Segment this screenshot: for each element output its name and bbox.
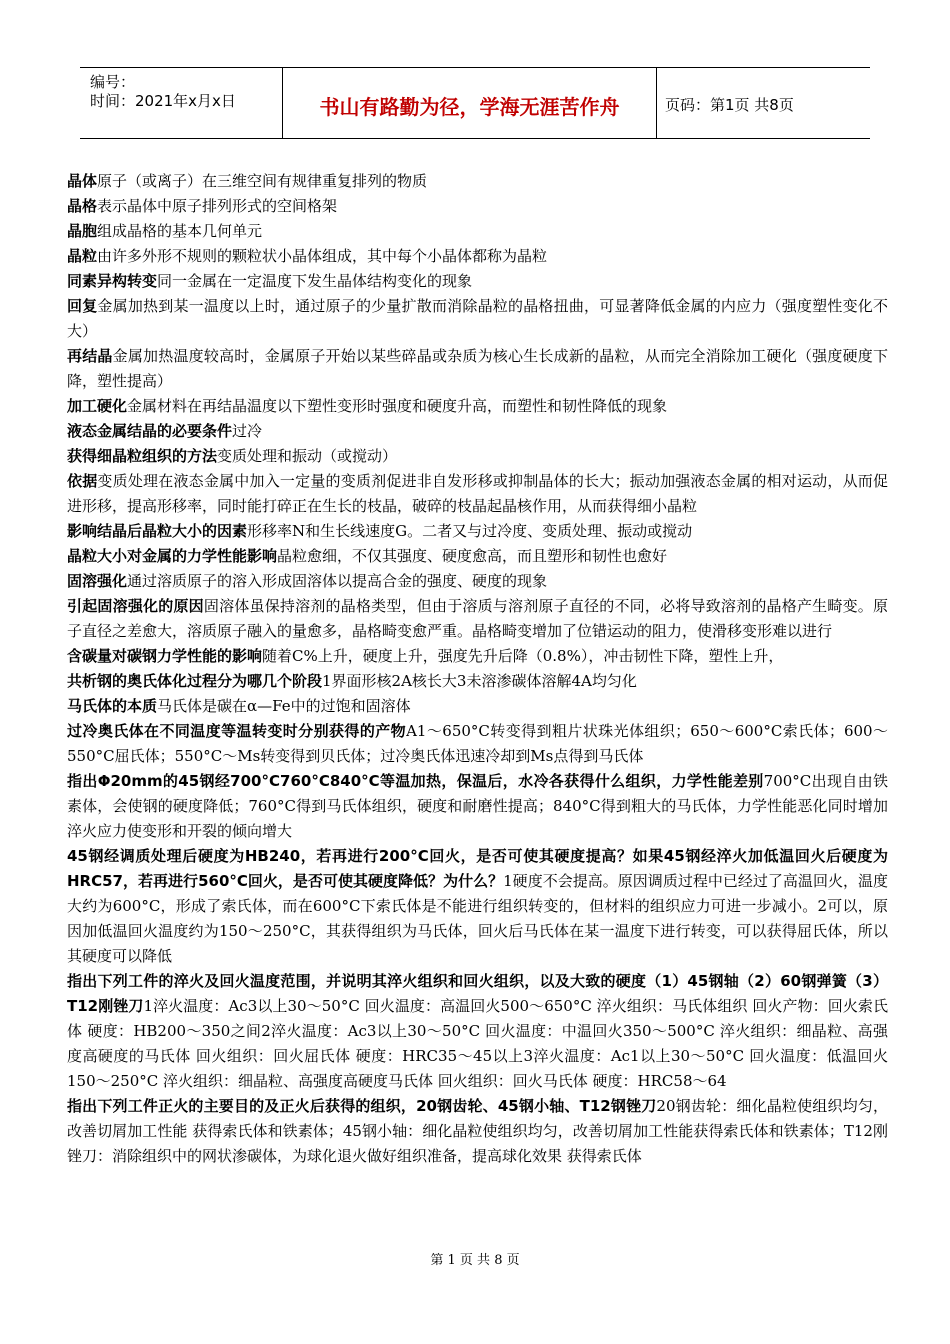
entry-term: 共析钢的奥氏体化过程分为哪几个阶段 <box>67 672 323 690</box>
entry-definition: 形移率N和生长线速度G。二者又与过冷度、变质处理、振动或搅动 <box>247 522 693 540</box>
document-date: 时间：2021年x月x日 <box>90 92 236 110</box>
glossary-entry <box>67 844 888 969</box>
header-info-cell <box>80 68 283 138</box>
entry-term: 晶格 <box>67 197 98 215</box>
entry-definition: 由许多外形不规则的颗粒状小晶体组成，其中每个小晶体都称为晶粒 <box>97 247 548 265</box>
entry-definition: 700°C出现自由铁素体，会使钢的硬度降低；760°C得到马氏体组织，硬度和耐磨性提高；840°C得到粗大的马氏体，力学性能恶化同时增加淬火应力使变形和开裂的倾向增大 <box>67 772 888 840</box>
entry-term: 同素异构转变 <box>67 272 158 290</box>
entry-definition: 通过溶质原子的溶入形成固溶体以提高合金的强度、硬度的现象 <box>127 572 548 590</box>
glossary-entry <box>67 644 888 669</box>
glossary-entry <box>67 469 888 519</box>
entry-term: 影响结晶后晶粒大小的因素 <box>67 522 248 540</box>
entry-definition: 1界面形核2A核长大3未溶渗碳体溶解4A均匀化 <box>322 672 637 690</box>
entry-term: 指出Φ20mm的45钢经700°C760°C840°C等温加热，保温后，水冷各获得什么组织，力学性能差别 <box>67 772 764 790</box>
glossary-entry <box>67 669 888 694</box>
glossary-entry <box>67 444 888 469</box>
entry-definition: 变质处理和振动（或搅动） <box>217 447 398 465</box>
entry-definition: 金属加热温度较高时，金属原子开始以某些碎晶或杂质为核心生长成新的晶粒，从而完全消除加工硬化（强度硬度下降，塑性提高） <box>67 347 888 390</box>
entry-definition: 金属材料在再结晶温度以下塑性变形时强度和硬度升高，而塑性和韧性降低的现象 <box>127 397 668 415</box>
entry-definition: 原子（或离子）在三维空间有规律重复排列的物质 <box>97 172 428 190</box>
entry-definition: 马氏体是碳在α—Fe中的过饱和固溶体 <box>157 697 411 715</box>
entry-definition: 固溶体虽保持溶剂的晶格类型，但由于溶质与溶剂原子直径的不同，必将导致溶剂的晶格产生畸变。原子直径之差愈大，溶质原子融入的量愈多，晶格畸变愈严重。晶格畸变增加了位错运动的阻力，使滑移变形难以进行 <box>67 597 888 640</box>
entry-definition: 晶粒愈细，不仅其强度、硬度愈高，而且塑形和韧性也愈好 <box>277 547 668 565</box>
glossary-entry <box>67 394 888 419</box>
entry-definition: 金属加热到某一温度以上时，通过原子的少量扩散而消除晶粒的晶格扭曲，可显著降低金属的内应力（强度塑性变化不大） <box>67 297 888 340</box>
glossary-entry <box>67 594 888 644</box>
entry-term: 晶粒 <box>67 247 98 265</box>
entry-definition: 1硬度不会提高。原因调质过程中已经过了高温回火，温度大约为600°C，形成了索氏体，而在600°C下索氏体是不能进行组织转变的，但材料的组织应力可进一步减小。2可以，原因加低温回火温度约为150～250°C，其获得组织为马氏体，回火后马氏体在某一温度下进行转变，可以获得屈氏体，所以其硬度可以降低 <box>67 872 888 965</box>
glossary-entry <box>67 244 888 269</box>
header-motto-cell <box>283 68 657 138</box>
header-page-cell <box>657 68 870 138</box>
glossary-entry <box>67 169 888 194</box>
entry-term: 晶胞 <box>67 222 98 240</box>
header-motto: 书山有路勤为径，学海无涯苦作舟 <box>319 95 620 119</box>
glossary-entry <box>67 969 888 1094</box>
glossary-entry <box>67 1094 888 1169</box>
glossary-entry <box>67 419 888 444</box>
entry-term: 加工硬化 <box>67 397 128 415</box>
glossary-entry <box>67 294 888 344</box>
entry-definition: 变质处理在液态金属中加入一定量的变质剂促进非自发形移或抑制晶体的长大；振动加强液态金属的相对运动，从而促进形移，提高形移率，同时能打碎正在生长的枝晶，破碎的枝晶起晶核作用，从而获得细小晶粒 <box>67 472 888 515</box>
glossary-entry <box>67 269 888 294</box>
header-page-info: 页码：第1页 共8页 <box>665 96 794 114</box>
entry-term: 晶粒大小对金属的力学性能影响 <box>67 547 278 565</box>
glossary-entry <box>67 519 888 544</box>
entry-term: 依据 <box>67 472 98 490</box>
entry-term: 获得细晶粒组织的方法 <box>67 447 218 465</box>
glossary-entry <box>67 694 888 719</box>
entry-term: 指出下列工件的淬火及回火温度范围，并说明其淬火组织和回火组织，以及大致的硬度（1）45钢轴（2）60钢弹簧（3）T12刚锉刀 <box>67 972 888 1015</box>
glossary-entry <box>67 544 888 569</box>
entry-term: 过冷奥氏体在不同温度等温转变时分别获得的产物 <box>67 722 407 740</box>
entry-term: 指出下列工件正火的主要目的及正火后获得的组织，20钢齿轮、45钢小轴、T12钢锉刀 <box>67 1097 657 1115</box>
entry-definition: 20钢齿轮：细化晶粒使组织均匀，改善切屑加工性能 获得索氏体和铁素体；45钢小轴：细化晶粒使组织均匀，改善切屑加工性能获得索氏体和铁素体；T12刚锉刀：消除组织中的网状渗碳体，为球化退火做好组织准备，提高球化效果 获得索氏体 <box>67 1097 888 1165</box>
glossary-entry <box>67 769 888 844</box>
glossary-content <box>67 169 888 1169</box>
entry-definition: 随着C%上升，硬度上升，强度先升后降（0.8%），冲击韧性下降，塑性上升， <box>262 647 784 665</box>
entry-definition: 组成晶格的基本几何单元 <box>97 222 263 240</box>
entry-term: 固溶强化 <box>67 572 128 590</box>
entry-definition: A1～650°C转变得到粗片状珠光体组织；650～600°C索氏体；600～550°C屈氏体；550°C～Ms转变得到贝氏体；过冷奥氏体迅速冷却到Ms点得到马氏体 <box>67 722 888 765</box>
page-footer: 第 1 页 共 8 页 <box>430 1253 520 1268</box>
entry-term: 引起固溶强化的原因 <box>67 597 204 615</box>
entry-definition: 表示晶体中原子排列形式的空间格架 <box>97 197 338 215</box>
entry-definition: 1淬火温度：Ac3以上30～50°C 回火温度：高温回火500～650°C 淬火组织：马氏体组织 回火产物：回火索氏体 硬度：HB200～350之间2淬火温度：Ac3以上30～50°C 回火温度：中温回火350～500°C 淬火组织：细晶粒、高强度高硬度的马氏体 回火组织：回火屈氏体 硬度：HRC35～45以上3淬火温度：Ac1以上30～50°C 回火温度：低温回火150～250°C 淬火组织：细晶粒、高强度高硬度马氏体 回火组织：回火马氏体 硬度：HRC58～64 <box>67 997 888 1090</box>
document-number: 编号： <box>90 73 136 91</box>
entry-term: 含碳量对碳钢力学性能的影响 <box>67 647 263 665</box>
glossary-entry <box>67 344 888 394</box>
entry-term: 45钢经调质处理后硬度为HB240，若再进行200°C回火，是否可使其硬度提高？如果45钢经淬火加低温回火后硬度为HRC57，若再进行560°C回火，是否可使其硬度降低？为什么？ <box>67 847 888 890</box>
entry-term: 回复 <box>67 297 98 315</box>
entry-definition: 同一金属在一定温度下发生晶体结构变化的现象 <box>157 272 473 290</box>
entry-term: 晶体 <box>67 172 98 190</box>
entry-term: 液态金属结晶的必要条件 <box>67 422 233 440</box>
glossary-entry <box>67 219 888 244</box>
glossary-entry <box>67 194 888 219</box>
entry-definition: 过冷 <box>232 422 263 440</box>
page-header <box>80 67 870 139</box>
glossary-entry <box>67 569 888 594</box>
entry-term: 马氏体的本质 <box>67 697 158 715</box>
glossary-entry <box>67 719 888 769</box>
entry-term: 再结晶 <box>67 347 113 365</box>
